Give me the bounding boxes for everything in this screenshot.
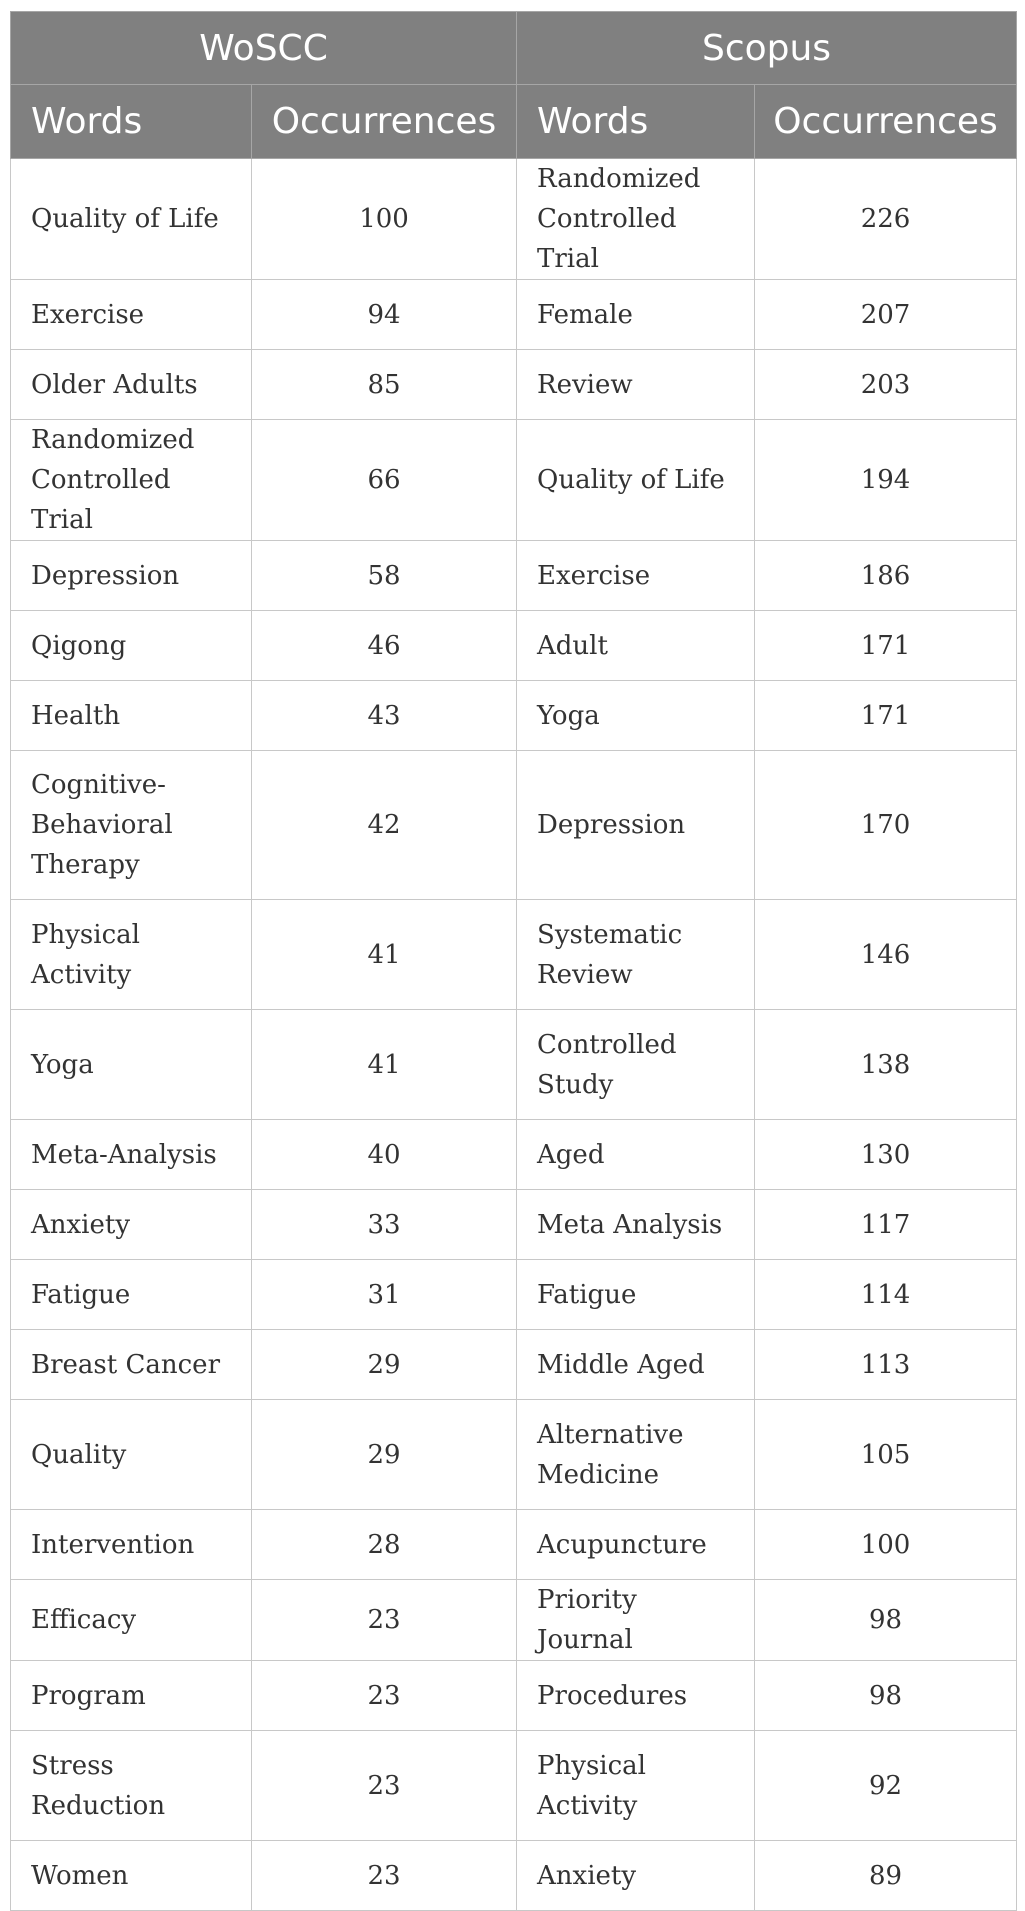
woscc-occurrences-cell: 85	[252, 350, 517, 420]
scopus-word-cell: Yoga	[517, 681, 755, 751]
table-row	[11, 1661, 1017, 1731]
woscc-word-cell: Qigong	[11, 611, 252, 681]
woscc-occurrences-cell: 28	[252, 1510, 517, 1580]
column-header-row	[11, 85, 1017, 159]
scopus-occurrences-cell: 194	[755, 420, 1017, 541]
keyword-occurrence-table	[10, 11, 1017, 1911]
table-row	[11, 1330, 1017, 1400]
column-header-scopus-words: Words	[517, 85, 755, 159]
scopus-word-cell: Depression	[517, 751, 755, 900]
scopus-word-cell: Middle Aged	[517, 1330, 755, 1400]
scopus-occurrences-cell: 92	[755, 1731, 1017, 1841]
scopus-occurrences-cell: 113	[755, 1330, 1017, 1400]
scopus-word-cell: Female	[517, 280, 755, 350]
column-header-scopus-occurrences: Occurrences	[755, 85, 1017, 159]
woscc-word-cell: Breast Cancer	[11, 1330, 252, 1400]
scopus-occurrences-cell: 114	[755, 1260, 1017, 1330]
woscc-occurrences-cell: 31	[252, 1260, 517, 1330]
woscc-occurrences-cell: 29	[252, 1330, 517, 1400]
table-row	[11, 1010, 1017, 1120]
scopus-occurrences-cell: 98	[755, 1661, 1017, 1731]
scopus-occurrences-cell: 186	[755, 541, 1017, 611]
woscc-occurrences-cell: 29	[252, 1400, 517, 1510]
scopus-occurrences-cell: 130	[755, 1120, 1017, 1190]
column-header-woscc-words: Words	[11, 85, 252, 159]
scopus-occurrences-cell: 226	[755, 159, 1017, 280]
scopus-word-cell: Controlled Study	[517, 1010, 755, 1120]
woscc-word-cell: Stress Reduction	[11, 1731, 252, 1841]
scopus-occurrences-cell: 170	[755, 751, 1017, 900]
woscc-word-cell: Meta-Analysis	[11, 1120, 252, 1190]
scopus-word-cell: Anxiety	[517, 1841, 755, 1911]
woscc-word-cell: Health	[11, 681, 252, 751]
woscc-word-cell: Randomized Controlled Trial	[11, 420, 252, 541]
scopus-word-cell: Procedures	[517, 1661, 755, 1731]
woscc-word-cell: Older Adults	[11, 350, 252, 420]
table-row	[11, 1731, 1017, 1841]
woscc-word-cell: Efficacy	[11, 1580, 252, 1661]
scopus-occurrences-cell: 117	[755, 1190, 1017, 1260]
group-header-woscc: WoSCC	[11, 12, 517, 85]
scopus-word-cell: Acupuncture	[517, 1510, 755, 1580]
scopus-word-cell: Systematic Review	[517, 900, 755, 1010]
scopus-occurrences-cell: 105	[755, 1400, 1017, 1510]
woscc-word-cell: Yoga	[11, 1010, 252, 1120]
scopus-word-cell: Physical Activity	[517, 1731, 755, 1841]
scopus-occurrences-cell: 138	[755, 1010, 1017, 1120]
woscc-occurrences-cell: 23	[252, 1661, 517, 1731]
table-row	[11, 1260, 1017, 1330]
table-row	[11, 611, 1017, 681]
scopus-word-cell: Exercise	[517, 541, 755, 611]
table-row	[11, 900, 1017, 1010]
scopus-occurrences-cell: 171	[755, 681, 1017, 751]
table-row	[11, 1120, 1017, 1190]
woscc-word-cell: Quality	[11, 1400, 252, 1510]
scopus-occurrences-cell: 146	[755, 900, 1017, 1010]
scopus-word-cell: Randomized Controlled Trial	[517, 159, 755, 280]
column-header-woscc-occurrences: Occurrences	[252, 85, 517, 159]
table-row	[11, 1400, 1017, 1510]
scopus-word-cell: Aged	[517, 1120, 755, 1190]
woscc-occurrences-cell: 58	[252, 541, 517, 611]
scopus-occurrences-cell: 98	[755, 1580, 1017, 1661]
table-row	[11, 350, 1017, 420]
woscc-word-cell: Intervention	[11, 1510, 252, 1580]
scopus-word-cell: Adult	[517, 611, 755, 681]
woscc-occurrences-cell: 94	[252, 280, 517, 350]
table-row	[11, 159, 1017, 280]
table-row	[11, 420, 1017, 541]
woscc-occurrences-cell: 100	[252, 159, 517, 280]
woscc-occurrences-cell: 41	[252, 900, 517, 1010]
woscc-word-cell: Exercise	[11, 280, 252, 350]
scopus-occurrences-cell: 203	[755, 350, 1017, 420]
scopus-word-cell: Quality of Life	[517, 420, 755, 541]
woscc-word-cell: Program	[11, 1661, 252, 1731]
woscc-word-cell: Depression	[11, 541, 252, 611]
woscc-occurrences-cell: 40	[252, 1120, 517, 1190]
woscc-word-cell: Quality of Life	[11, 159, 252, 280]
woscc-occurrences-cell: 43	[252, 681, 517, 751]
scopus-word-cell: Priority Journal	[517, 1580, 755, 1661]
woscc-word-cell: Anxiety	[11, 1190, 252, 1260]
woscc-occurrences-cell: 41	[252, 1010, 517, 1120]
scopus-occurrences-cell: 89	[755, 1841, 1017, 1911]
table-row	[11, 681, 1017, 751]
woscc-occurrences-cell: 23	[252, 1731, 517, 1841]
table-row	[11, 1190, 1017, 1260]
woscc-word-cell: Women	[11, 1841, 252, 1911]
group-header-row	[11, 12, 1017, 85]
scopus-occurrences-cell: 171	[755, 611, 1017, 681]
woscc-occurrences-cell: 66	[252, 420, 517, 541]
table-row	[11, 1841, 1017, 1911]
table-row	[11, 541, 1017, 611]
scopus-occurrences-cell: 100	[755, 1510, 1017, 1580]
woscc-occurrences-cell: 23	[252, 1841, 517, 1911]
table-row	[11, 280, 1017, 350]
woscc-word-cell: Cognitive-Behavioral Therapy	[11, 751, 252, 900]
woscc-occurrences-cell: 46	[252, 611, 517, 681]
scopus-word-cell: Meta Analysis	[517, 1190, 755, 1260]
woscc-occurrences-cell: 42	[252, 751, 517, 900]
woscc-occurrences-cell: 23	[252, 1580, 517, 1661]
woscc-word-cell: Physical Activity	[11, 900, 252, 1010]
scopus-word-cell: Review	[517, 350, 755, 420]
table-row	[11, 1510, 1017, 1580]
scopus-occurrences-cell: 207	[755, 280, 1017, 350]
woscc-word-cell: Fatigue	[11, 1260, 252, 1330]
group-header-scopus: Scopus	[517, 12, 1017, 85]
scopus-word-cell: Alternative Medicine	[517, 1400, 755, 1510]
woscc-occurrences-cell: 33	[252, 1190, 517, 1260]
table-row	[11, 751, 1017, 900]
table-row	[11, 1580, 1017, 1661]
scopus-word-cell: Fatigue	[517, 1260, 755, 1330]
